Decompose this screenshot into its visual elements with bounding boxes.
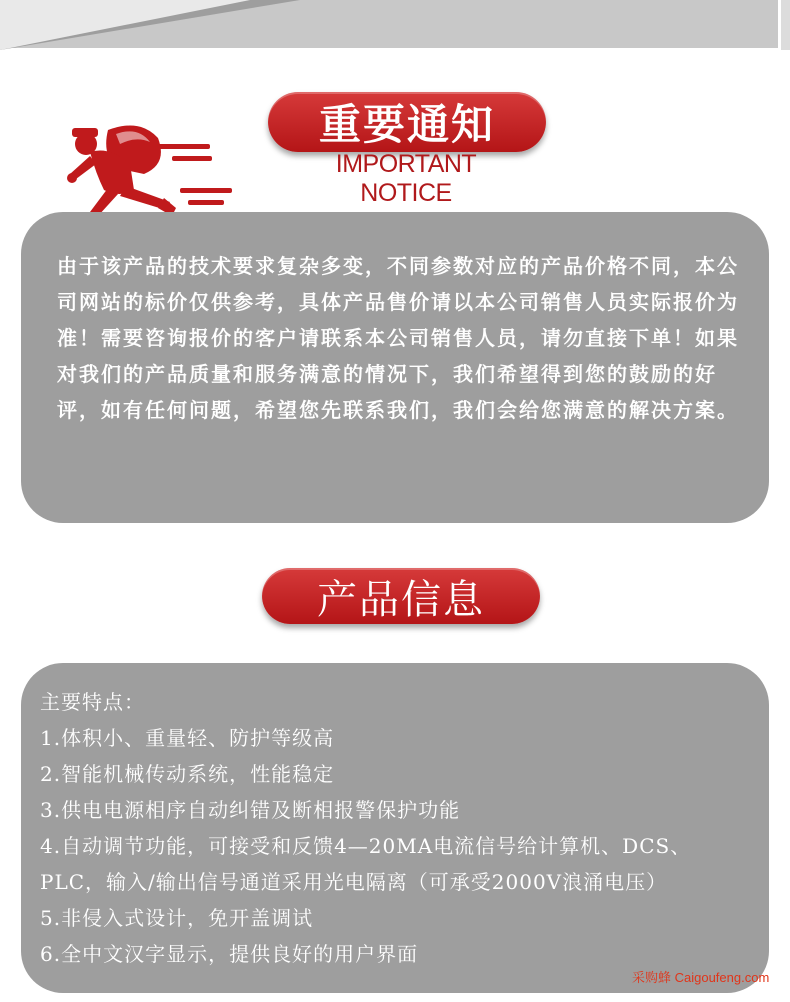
notice-body-text: 由于该产品的技术要求复杂多变，不同参数对应的产品价格不同，本公司网站的标价仅供参考，具体产品售价请以本公司销售人员实际报价为准！需要咨询报价的客户请联系本公司销售人员，请勿直接下单！如果对我们的产品质量和服务满意的情况下，我们希望得到您的鼓励的好评，如有任何问题，希望您先联系我们，我们会给您满意的解决方案。 [57, 254, 739, 422]
feature-item: 6.全中文汉字显示，提供良好的用户界面 [40, 942, 419, 966]
product-info-title: 产品信息 [317, 576, 485, 623]
feature-item: 3.供电电源相序自动纠错及断相报警保护功能 [40, 798, 461, 822]
feature-item: PLC，输入/输出信号通道采用光电隔离（可承受2000V浪涌电压） [40, 870, 668, 894]
feature-item: 5.非侵入式设计，免开盖调试 [40, 906, 314, 930]
feature-item: 1.体积小、重量轻、防护等级高 [40, 726, 335, 750]
important-notice-subtitle: IMPORTANT NOTICE [335, 150, 477, 207]
top-banner [0, 0, 790, 50]
feature-item: 2.智能机械传动系统，性能稳定 [40, 762, 335, 786]
important-notice-title-pill [268, 92, 546, 152]
banner-edge [781, 0, 790, 50]
watermark: 采购蜂 Caigoufeng.com [632, 970, 770, 985]
product-info-title-pill [262, 568, 540, 624]
important-notice-title: 重要通知 [318, 100, 495, 149]
features-list [40, 684, 765, 972]
features-heading: 主要特点： [40, 690, 145, 714]
banner-fold-light [0, 0, 250, 50]
feature-item: 4.自动调节功能，可接受和反馈4—20MA电流信号给计算机、DCS、 [40, 834, 692, 858]
